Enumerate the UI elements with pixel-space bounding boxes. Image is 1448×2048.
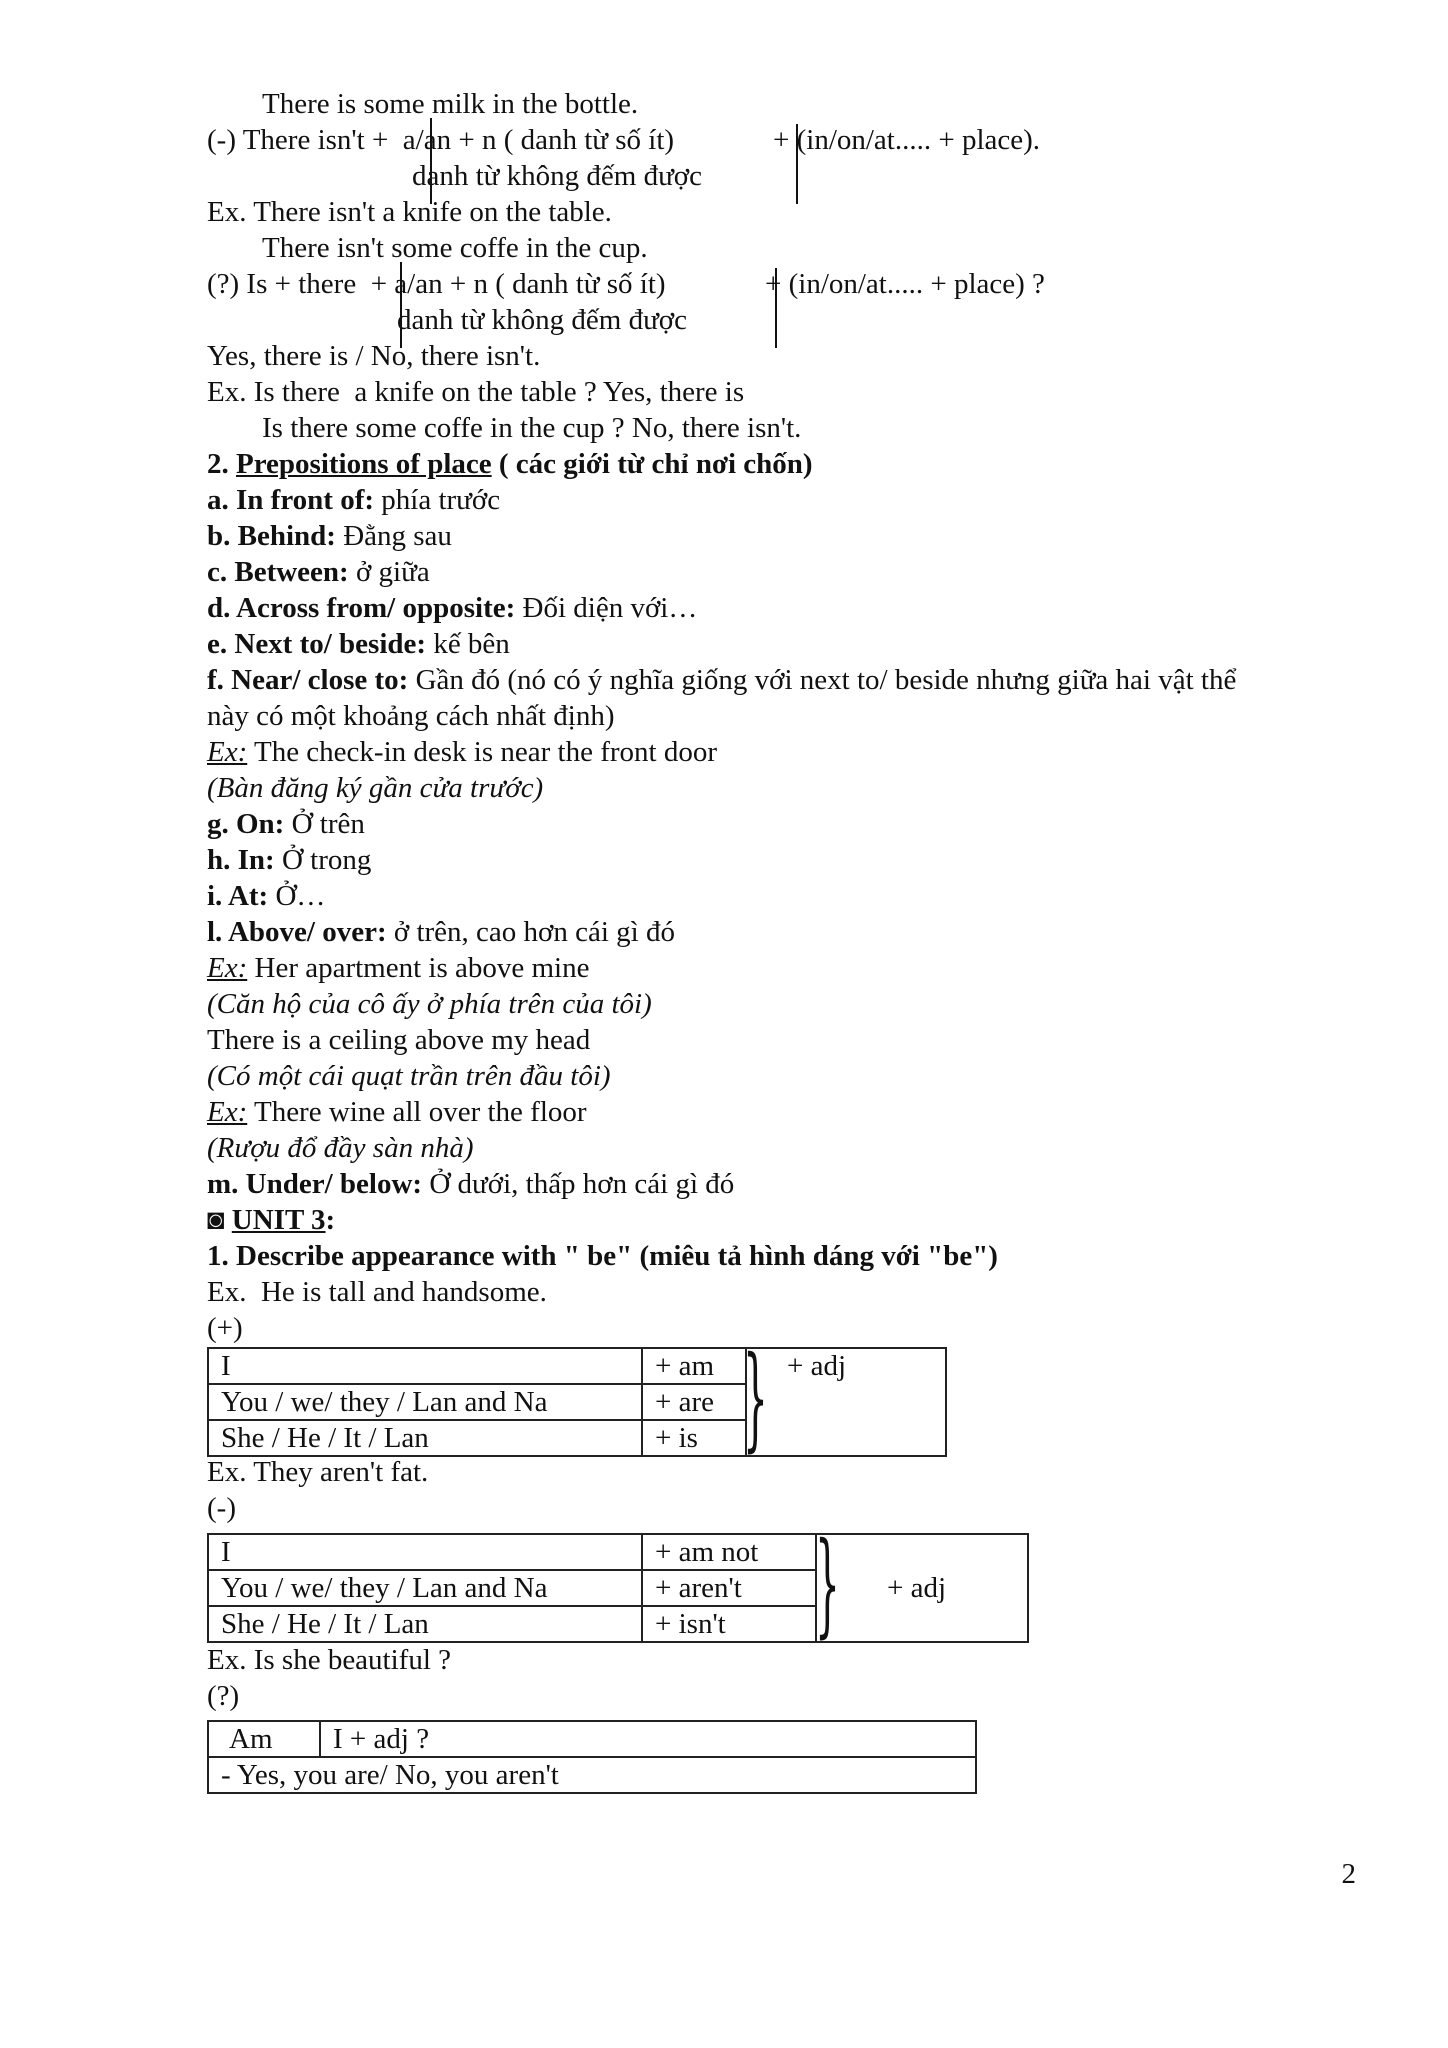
question-rule-place: + (in/on/at..... + place) ?: [765, 268, 1045, 300]
table-cell: I: [208, 1534, 642, 1570]
table-row: [208, 1348, 946, 1384]
bracket-line: [775, 268, 777, 348]
table-cell: + am not: [642, 1534, 816, 1570]
table-row: [208, 1721, 976, 1757]
table-row: [208, 1606, 1028, 1642]
page-number: 2: [1341, 1858, 1356, 1890]
negative-rule: (-) There isn't + a/an + n ( danh từ số ít): [207, 124, 675, 156]
translation-line: (Bàn đăng ký gần cửa trước): [207, 772, 544, 804]
prep-item: i. At: Ở…: [207, 880, 326, 912]
example-line: There isn't some coffe in the cup.: [262, 232, 648, 264]
example-line: Ex: The check-in desk is near the front door: [207, 736, 717, 768]
adj-cell: + adj: [816, 1570, 1028, 1606]
table-cell: I: [208, 1348, 642, 1384]
question-symbol: (?): [207, 1680, 240, 1712]
example-line: Ex: Her apartment is above mine: [207, 952, 590, 984]
bracket-line: [796, 124, 798, 204]
table-cell: She / He / It / Lan: [208, 1420, 642, 1456]
prep-item: e. Next to/ beside: kế bên: [207, 628, 510, 660]
affirmative-table: [207, 1347, 947, 1457]
example-line: There is some milk in the bottle.: [262, 88, 639, 120]
prep-item: c. Between: ở giữa: [207, 556, 430, 588]
example-line: Ex. Is there a knife on the table ? Yes, there is: [207, 376, 745, 408]
right-brace-icon: }: [815, 1519, 840, 1649]
question-table: [207, 1720, 977, 1794]
question-rule: (?) Is + there + a/an + n ( danh từ số ít): [207, 268, 666, 300]
example-line: Is there some coffe in the cup ? No, there isn't.: [262, 412, 802, 444]
example-line: Ex. They aren't fat.: [207, 1456, 429, 1488]
example-line: Ex. He is tall and handsome.: [207, 1276, 547, 1308]
uncountable-note: danh từ không đếm được: [397, 304, 687, 336]
section-heading: 2. Prepositions of place ( các giới từ chỉ nơi chốn): [207, 448, 813, 480]
table-cell: You / we/ they / Lan and Na: [208, 1570, 642, 1606]
table-cell: She / He / It / Lan: [208, 1606, 642, 1642]
unit-heading: ◙ UNIT 3:: [207, 1204, 336, 1236]
bracket-line: [400, 262, 402, 348]
table-cell: + are: [642, 1384, 746, 1420]
table-cell: [816, 1534, 1028, 1570]
prep-item: m. Under/ below: Ở dưới, thấp hơn cái gì đó: [207, 1168, 735, 1200]
table-cell: + is: [642, 1420, 746, 1456]
affirmative-symbol: (+): [207, 1312, 243, 1344]
table-cell: Am: [208, 1721, 320, 1757]
table-row: [208, 1757, 976, 1793]
negative-symbol: (-): [207, 1492, 236, 1524]
prep-item: d. Across from/ opposite: Đối diện với…: [207, 592, 698, 624]
prep-item: b. Behind: Đằng sau: [207, 520, 452, 552]
translation-line: (Có một cái quạt trần trên đầu tôi): [207, 1060, 611, 1092]
uncountable-note: danh từ không đếm được: [412, 160, 702, 192]
table-cell: - Yes, you are/ No, you aren't: [208, 1757, 976, 1793]
example-line: Ex. Is she beautiful ?: [207, 1644, 452, 1676]
unit-bullet-icon: ◙: [207, 1204, 225, 1236]
negative-rule-place: + (in/on/at..... + place).: [773, 124, 1041, 156]
example-line: Ex. There isn't a knife on the table.: [207, 196, 612, 228]
prep-item: a. In front of: phía trước: [207, 484, 501, 516]
bracket-line: [430, 118, 432, 204]
table-cell: + am: [642, 1348, 746, 1384]
table-cell: + aren't: [642, 1570, 816, 1606]
prep-item: g. On: Ở trên: [207, 808, 365, 840]
table-cell: + isn't: [642, 1606, 816, 1642]
adj-cell: + adj: [746, 1348, 946, 1456]
table-cell: [816, 1606, 1028, 1642]
table-row: [208, 1534, 1028, 1570]
table-row: [208, 1570, 1028, 1606]
prep-item: h. In: Ở trong: [207, 844, 372, 876]
example-line: There is a ceiling above my head: [207, 1024, 591, 1056]
negative-table: [207, 1533, 1029, 1643]
section-heading: 1. Describe appearance with " be" (miêu tả hình dáng với "be"): [207, 1240, 998, 1272]
prep-item-cont: này có một khoảng cách nhất định): [207, 700, 615, 732]
translation-line: (Căn hộ của cô ấy ở phía trên của tôi): [207, 988, 652, 1020]
answer-line: Yes, there is / No, there isn't.: [207, 340, 541, 372]
prep-item: l. Above/ over: ở trên, cao hơn cái gì đó: [207, 916, 675, 948]
example-line: Ex: There wine all over the floor: [207, 1096, 587, 1128]
table-cell: You / we/ they / Lan and Na: [208, 1384, 642, 1420]
prep-item: f. Near/ close to: Gần đó (nó có ý nghĩa giống với next to/ beside nhưng giữa hai vật thể: [207, 664, 1237, 696]
right-brace-icon: }: [743, 1333, 768, 1463]
table-cell: I + adj ?: [320, 1721, 976, 1757]
translation-line: (Rượu đổ đầy sàn nhà): [207, 1132, 474, 1164]
